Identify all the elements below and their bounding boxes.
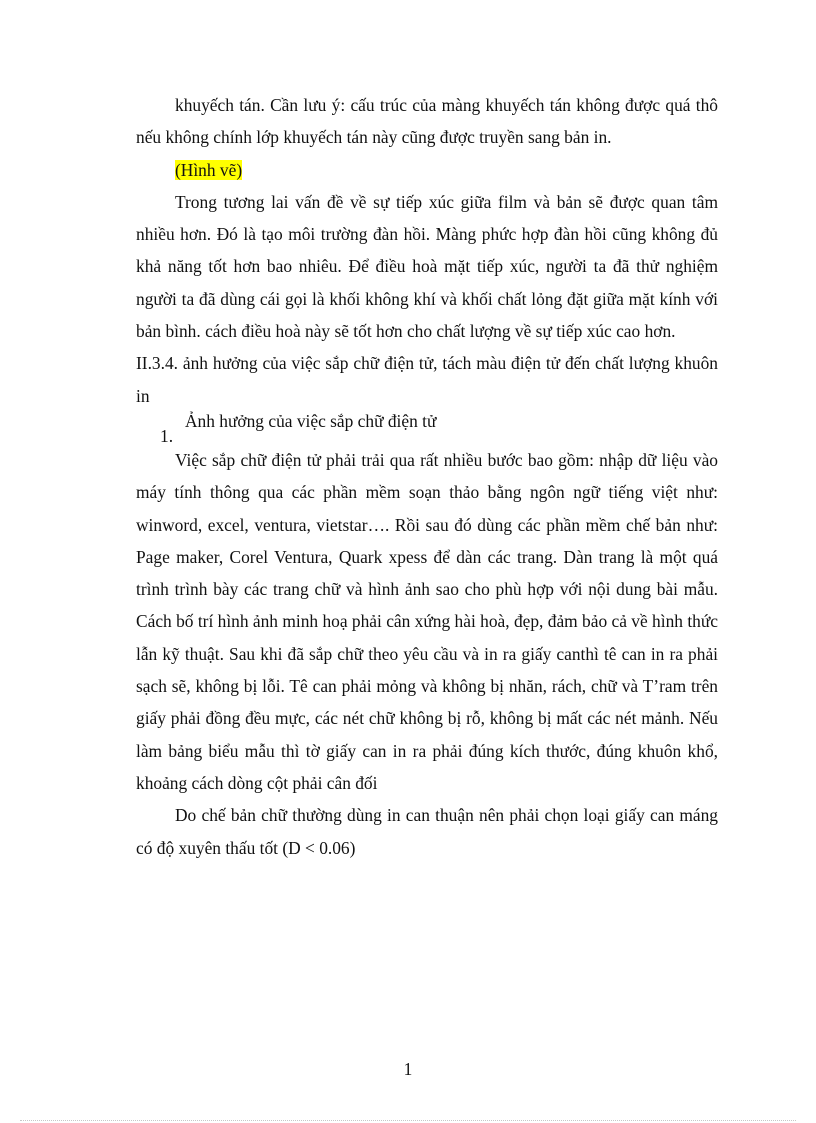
- figure-note-highlight: (Hình vẽ): [175, 159, 243, 180]
- list-number: 1.: [160, 425, 174, 446]
- document-body: [136, 89, 718, 864]
- page-bottom-divider: [20, 1120, 796, 1121]
- paragraph-typesetting: Việc sắp chữ điện tử phải trải qua rất nhiều bước bao gồm: nhập dữ liệu vào máy tính thông qua các phần mềm soạn thảo bằng ngôn ngữ tiếng việt như: winword, excel, ventura, vietstar…. Rồi sau đó dùng các phần mềm chế bản như: Page maker, Corel Ventura, Quark xpess để dàn các trang. Dàn trang là một quá trình trình bày các trang chữ và hình ảnh sao cho phù hợp với nội dung bài mẫu. Cách bố trí hình ảnh minh hoạ phải cân xứng hài hoà, đẹp, đảm bảo cả về hình thức lẫn kỹ thuật. Sau khi đã sắp chữ theo yêu cầu và in ra giấy canthì tê can in ra phải sạch sẽ, không bị lỗi. Tê can phải mỏng và không bị nhăn, rách, chữ và T’ram trên giấy phải đồng đều mực, các nét chữ không bị rỗ, không bị mất các nét mảnh. Nếu làm bảng biểu mẫu thì tờ giấy can in ra phải đúng kích thước, đúng khuôn khổ, khoảng cách dòng cột phải cân đối: [136, 449, 718, 793]
- numbered-list-item: [136, 412, 718, 444]
- page-number: 1: [403, 1059, 413, 1079]
- figure-placeholder: [136, 154, 718, 186]
- section-heading: II.3.4. ảnh hưởng của việc sắp chữ điện tử, tách màu điện tử đến chất lượng khuôn in: [136, 353, 718, 406]
- paragraph-contact-future: Trong tương lai vấn đề về sự tiếp xúc giữa film và bản sẽ được quan tâm nhiều hơn. Đó là tạo môi trường đàn hồi. Màng phức hợp đàn hồi cũng không đủ khả năng tốt hơn bao nhiêu. Để điều hoà mặt tiếp xúc, người ta đã thử nghiệm người ta đã dùng cái gọi là khối không khí và khối chất lỏng đặt giữa mặt kính với bản bình. cách điều hoà này sẽ tốt hơn cho chất lượng về sự tiếp xúc cao hơn.: [136, 191, 718, 342]
- paragraph-diffusion-note: khuyếch tán. Cần lưu ý: cấu trúc của màng khuyếch tán không được quá thô nếu không chính lớp khuyếch tán này cũng được truyền sang bản in.: [136, 95, 718, 148]
- list-item-title: Ảnh hưởng của việc sắp chữ điện tử: [185, 410, 437, 431]
- paragraph-tracing-paper: Do chế bản chữ thường dùng in can thuận nên phải chọn loại giấy can máng có độ xuyên thấu tốt (D < 0.06): [136, 805, 718, 858]
